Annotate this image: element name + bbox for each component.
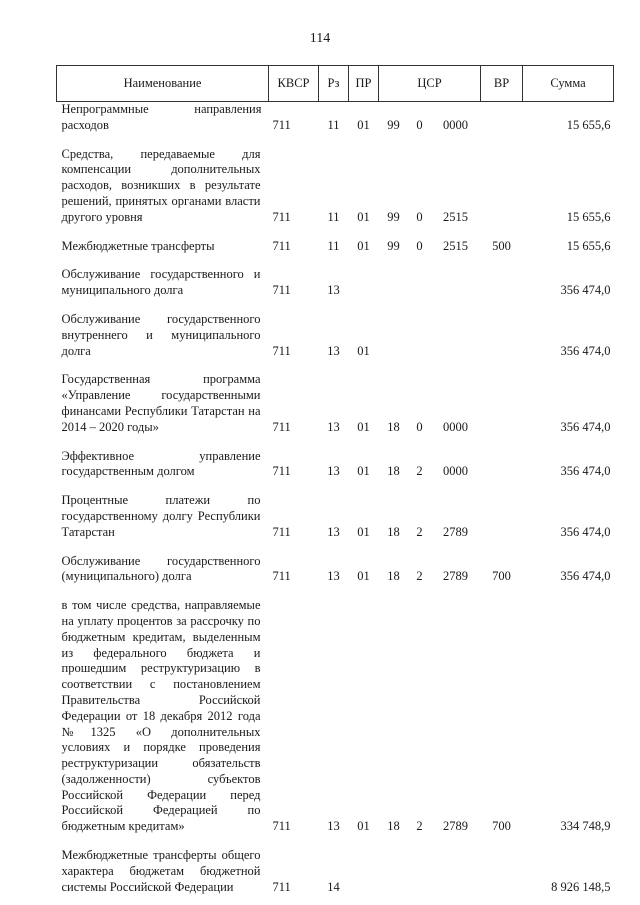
row-pr [349, 848, 379, 896]
row-pr: 01 [357, 419, 370, 434]
row-sum: 15 655,6 [566, 238, 611, 253]
row-csr-subprogram: 0 [416, 209, 423, 224]
row-vr [481, 312, 523, 360]
row-csr-direction [431, 848, 481, 896]
row-kvsr: 711 [272, 819, 291, 834]
row-name: Непрограммные направления расходов [61, 102, 262, 132]
row-pr: 01 [357, 238, 370, 253]
row-name: Государственная программа «Управление государственными финансами Республики Татарстан на 2014 – 2020 годы» [61, 372, 261, 434]
table-row [57, 848, 614, 896]
row-sum: 334 748,9 [560, 819, 611, 834]
table-body [57, 102, 614, 897]
row-csr-subprogram: 2 [416, 569, 423, 584]
row-kvsr: 711 [272, 419, 291, 434]
header-pr: ПР [349, 66, 379, 102]
table-row [57, 372, 614, 436]
row-kvsr: 711 [272, 283, 291, 298]
row-csr-program: 99 [387, 209, 400, 224]
row-csr-program: 18 [387, 819, 400, 834]
row-rz: 11 [327, 209, 340, 224]
row-csr-direction [431, 267, 481, 300]
row-rz: 13 [327, 524, 340, 539]
table-row [57, 598, 614, 836]
row-csr-subprogram: 2 [416, 464, 423, 479]
row-rz: 14 [327, 879, 340, 894]
row-kvsr: 711 [272, 117, 291, 132]
row-csr-direction: 2789 [443, 569, 468, 584]
row-vr [481, 267, 523, 300]
row-pr: 01 [357, 524, 370, 539]
row-vr [481, 493, 523, 541]
row-pr: 01 [357, 464, 370, 479]
row-name: Эффективное управление государственным долгом [61, 448, 261, 479]
row-pr: 01 [357, 569, 370, 584]
row-csr-subprogram: 0 [416, 419, 423, 434]
row-rz: 13 [327, 819, 340, 834]
table-row [57, 267, 614, 300]
table-header-row [57, 66, 614, 102]
row-kvsr: 711 [272, 524, 291, 539]
row-csr-direction: 2789 [443, 819, 468, 834]
row-kvsr: 711 [272, 238, 291, 253]
table-row [57, 102, 614, 135]
row-csr-subprogram [409, 312, 431, 360]
row-pr [349, 267, 379, 300]
row-csr-subprogram [409, 848, 431, 896]
row-rz: 13 [327, 464, 340, 479]
row-rz: 11 [327, 238, 340, 253]
row-csr-program: 99 [387, 238, 400, 253]
row-name: Обслуживание государственного внутреннего и муниципального долга [61, 311, 261, 358]
row-vr [481, 147, 523, 227]
table-row [57, 147, 614, 227]
row-name: Межбюджетные трансферты общего характера бюджетам бюджетной системы Российской Федерации [61, 848, 261, 894]
row-csr-subprogram: 2 [416, 819, 423, 834]
row-kvsr: 711 [272, 464, 291, 479]
row-csr-program: 18 [387, 419, 400, 434]
row-pr: 01 [357, 209, 370, 224]
row-pr: 01 [357, 819, 370, 834]
table-row [57, 239, 614, 256]
table-row [57, 449, 614, 482]
row-pr: 01 [357, 117, 370, 132]
header-kvsr: КВСР [269, 66, 319, 102]
row-sum: 356 474,0 [560, 464, 611, 479]
row-name: в том числе средства, направляемые на уплату процентов за рассрочку по бюджетным кредитам, выделенным из федерального бюджета и прошедшим реструктуризацию в соответствии с постановлением Правительства Российской Федерации от 18 декабря 2012 года №1325 «О дополнительных условиях и порядке проведения реструктуризации обязательств (задолженности) субъектов Российской Федерации перед Российской Федерацией по бюджетным кредитам» [61, 598, 261, 834]
row-name: Обслуживание государственного (муниципального) долга [61, 553, 261, 584]
header-csr: ЦСР [379, 66, 481, 102]
row-rz: 13 [327, 343, 340, 358]
row-sum: 356 474,0 [560, 569, 611, 584]
row-vr: 700 [492, 819, 511, 834]
row-csr-direction: 0000 [443, 117, 468, 132]
row-csr-subprogram: 2 [416, 524, 423, 539]
row-csr-subprogram: 0 [416, 117, 423, 132]
row-csr-direction: 2515 [443, 238, 468, 253]
row-csr-direction: 2789 [443, 524, 468, 539]
row-vr [481, 449, 523, 482]
row-pr: 01 [357, 343, 370, 358]
row-csr-program: 18 [387, 464, 400, 479]
row-kvsr: 711 [272, 569, 291, 584]
row-vr [481, 372, 523, 436]
row-kvsr: 711 [272, 343, 291, 358]
row-vr [481, 102, 523, 135]
header-rz: Рз [319, 66, 349, 102]
row-rz: 13 [327, 569, 340, 584]
row-name: Обслуживание государственного и муниципального долга [61, 267, 261, 298]
row-kvsr: 711 [272, 879, 291, 894]
row-csr-program: 99 [387, 117, 400, 132]
row-csr-program: 18 [387, 524, 400, 539]
budget-table [56, 65, 614, 896]
row-rz: 13 [327, 283, 340, 298]
row-csr-program [379, 848, 409, 896]
row-csr-subprogram [409, 267, 431, 300]
page-number: 114 [309, 31, 331, 46]
row-csr-subprogram: 0 [416, 238, 423, 253]
row-sum: 15 655,6 [566, 117, 611, 132]
row-vr: 700 [492, 569, 511, 584]
row-name: Процентные платежи по государственному долгу Республики Татарстан [61, 493, 261, 539]
row-sum: 356 474,0 [560, 524, 611, 539]
row-csr-program [379, 312, 409, 360]
table-row [57, 493, 614, 541]
row-vr [481, 848, 523, 896]
row-rz: 11 [327, 117, 340, 132]
row-csr-direction: 0000 [443, 419, 468, 434]
row-csr-program [379, 267, 409, 300]
table-row [57, 312, 614, 360]
row-sum: 356 474,0 [560, 343, 611, 358]
table-row [57, 554, 614, 587]
row-csr-direction: 0000 [443, 464, 468, 479]
row-csr-direction: 2515 [443, 209, 468, 224]
row-sum: 8 926 148,5 [551, 879, 611, 894]
row-name: Межбюджетные трансферты [61, 238, 215, 253]
row-csr-direction [431, 312, 481, 360]
row-rz: 13 [327, 419, 340, 434]
header-sum: Сумма [523, 66, 614, 102]
row-sum: 356 474,0 [560, 283, 611, 298]
header-vr: ВР [481, 66, 523, 102]
row-csr-program: 18 [387, 569, 400, 584]
row-sum: 15 655,6 [566, 209, 611, 224]
row-vr: 500 [492, 238, 511, 253]
row-kvsr: 711 [272, 209, 291, 224]
row-sum: 356 474,0 [560, 419, 611, 434]
row-name: Средства, передаваемые для компенсации дополнительных расходов, возникших в результате решений, принятых органами власти другого уровня [61, 146, 261, 224]
header-name: Наименование [57, 66, 269, 102]
